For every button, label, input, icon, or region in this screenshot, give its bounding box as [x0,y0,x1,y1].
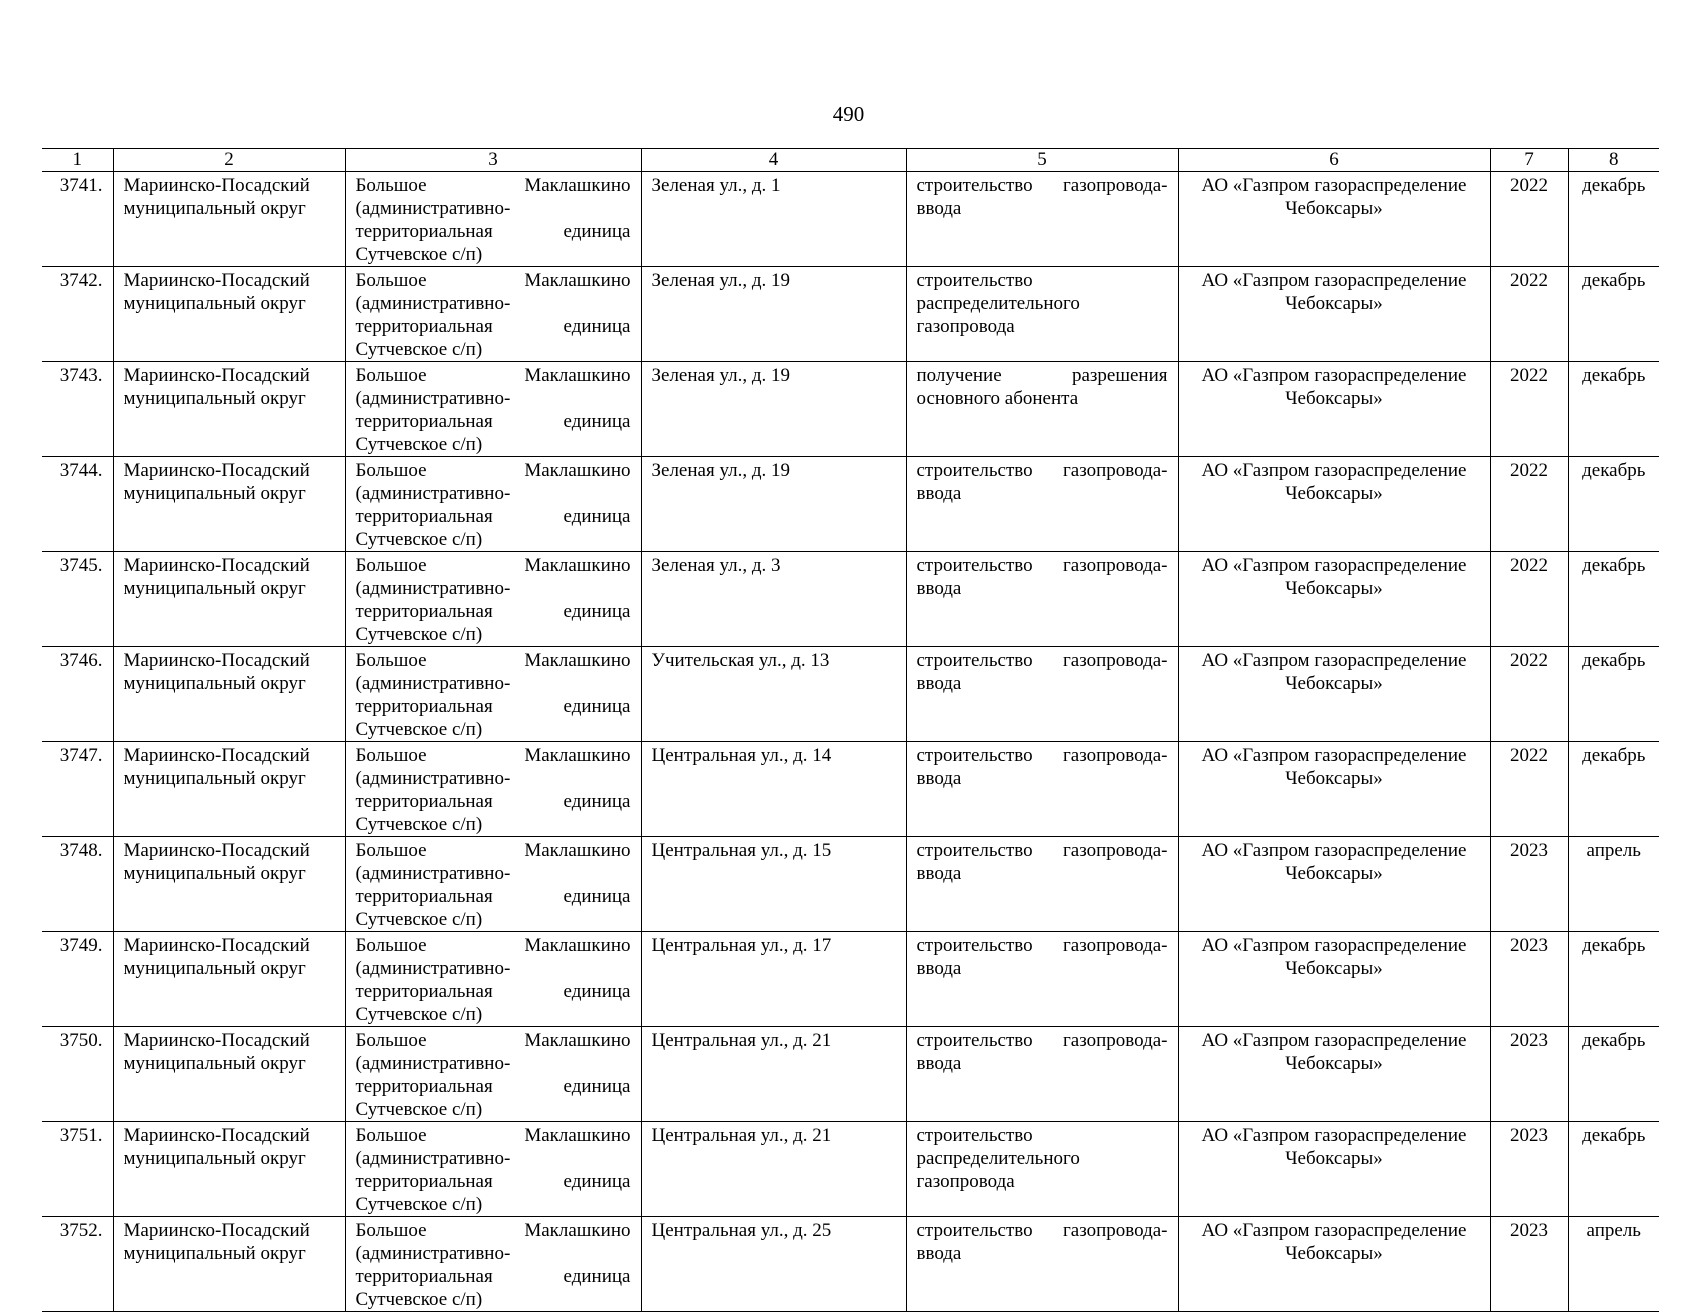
year-cell: 2023 [1490,1027,1568,1122]
table-row [42,1122,1659,1217]
table-row [42,172,1659,267]
month-cell: апрель [1568,837,1659,932]
district-cell: Мариинско-Посадский муниципальный округ [113,362,345,457]
table-row [42,1217,1659,1312]
row-number-cell: 3743. [42,362,113,457]
address-cell: Центральная ул., д. 25 [641,1217,906,1312]
column-header: 7 [1490,149,1568,172]
month-cell: декабрь [1568,647,1659,742]
organization-cell: АО «Газпром газораспределение Чебоксары» [1178,1217,1490,1312]
year-cell: 2022 [1490,742,1568,837]
column-header: 5 [906,149,1178,172]
address-cell: Центральная ул., д. 21 [641,1027,906,1122]
column-header: 4 [641,149,906,172]
row-number-cell: 3752. [42,1217,113,1312]
organization-cell: АО «Газпром газораспределение Чебоксары» [1178,1122,1490,1217]
settlement-cell: Большое Маклашкино (административно-территориальная единица Сутчевское с/п) [345,932,641,1027]
table-row [42,457,1659,552]
work-type-cell: получение разрешения основного абонента [906,362,1178,457]
settlement-cell: Большое Маклашкино (административно-территориальная единица Сутчевское с/п) [345,552,641,647]
row-number-cell: 3742. [42,267,113,362]
column-number-row [42,149,1659,172]
year-cell: 2022 [1490,267,1568,362]
column-header: 2 [113,149,345,172]
month-cell: декабрь [1568,742,1659,837]
year-cell: 2022 [1490,647,1568,742]
settlement-cell: Большое Маклашкино (административно-территориальная единица Сутчевское с/п) [345,457,641,552]
settlement-cell: Большое Маклашкино (административно-территориальная единица Сутчевское с/п) [345,1217,641,1312]
address-cell: Центральная ул., д. 17 [641,932,906,1027]
month-cell: декабрь [1568,457,1659,552]
table-row [42,647,1659,742]
row-number-cell: 3750. [42,1027,113,1122]
address-cell: Зеленая ул., д. 19 [641,457,906,552]
work-type-cell: строительство газопровода-ввода [906,172,1178,267]
district-cell: Мариинско-Посадский муниципальный округ [113,837,345,932]
month-cell: апрель [1568,1217,1659,1312]
work-type-cell: строительство распределительного газопровода [906,1122,1178,1217]
year-cell: 2022 [1490,457,1568,552]
year-cell: 2022 [1490,552,1568,647]
table-row [42,932,1659,1027]
work-type-cell: строительство газопровода-ввода [906,932,1178,1027]
district-cell: Мариинско-Посадский муниципальный округ [113,647,345,742]
work-type-cell: строительство распределительного газопровода [906,267,1178,362]
month-cell: декабрь [1568,172,1659,267]
settlement-cell: Большое Маклашкино (административно-территориальная единица Сутчевское с/п) [345,647,641,742]
year-cell: 2023 [1490,1217,1568,1312]
work-type-cell: строительство газопровода-ввода [906,552,1178,647]
address-cell: Зеленая ул., д. 3 [641,552,906,647]
row-number-cell: 3744. [42,457,113,552]
year-cell: 2023 [1490,1122,1568,1217]
organization-cell: АО «Газпром газораспределение Чебоксары» [1178,837,1490,932]
column-header: 3 [345,149,641,172]
month-cell: декабрь [1568,1027,1659,1122]
table-row [42,1027,1659,1122]
organization-cell: АО «Газпром газораспределение Чебоксары» [1178,362,1490,457]
district-cell: Мариинско-Посадский муниципальный округ [113,932,345,1027]
table-row [42,552,1659,647]
address-cell: Зеленая ул., д. 1 [641,172,906,267]
address-cell: Центральная ул., д. 15 [641,837,906,932]
address-cell: Зеленая ул., д. 19 [641,267,906,362]
row-number-cell: 3741. [42,172,113,267]
district-cell: Мариинско-Посадский муниципальный округ [113,172,345,267]
row-number-cell: 3745. [42,552,113,647]
settlement-cell: Большое Маклашкино (административно-территориальная единица Сутчевское с/п) [345,742,641,837]
year-cell: 2022 [1490,362,1568,457]
row-number-cell: 3751. [42,1122,113,1217]
organization-cell: АО «Газпром газораспределение Чебоксары» [1178,1027,1490,1122]
settlement-cell: Большое Маклашкино (административно-территориальная единица Сутчевское с/п) [345,1027,641,1122]
organization-cell: АО «Газпром газораспределение Чебоксары» [1178,172,1490,267]
district-cell: Мариинско-Посадский муниципальный округ [113,267,345,362]
organization-cell: АО «Газпром газораспределение Чебоксары» [1178,932,1490,1027]
organization-cell: АО «Газпром газораспределение Чебоксары» [1178,267,1490,362]
row-number-cell: 3748. [42,837,113,932]
settlement-cell: Большое Маклашкино (административно-территориальная единица Сутчевское с/п) [345,267,641,362]
work-type-cell: строительство газопровода-ввода [906,457,1178,552]
address-cell: Центральная ул., д. 14 [641,742,906,837]
month-cell: декабрь [1568,932,1659,1027]
table-row [42,267,1659,362]
month-cell: декабрь [1568,362,1659,457]
district-cell: Мариинско-Посадский муниципальный округ [113,1217,345,1312]
year-cell: 2023 [1490,932,1568,1027]
row-number-cell: 3749. [42,932,113,1027]
row-number-cell: 3747. [42,742,113,837]
column-header: 6 [1178,149,1490,172]
year-cell: 2022 [1490,172,1568,267]
address-cell: Учительская ул., д. 13 [641,647,906,742]
work-type-cell: строительство газопровода-ввода [906,742,1178,837]
organization-cell: АО «Газпром газораспределение Чебоксары» [1178,742,1490,837]
work-type-cell: строительство газопровода-ввода [906,1217,1178,1312]
work-type-cell: строительство газопровода-ввода [906,647,1178,742]
organization-cell: АО «Газпром газораспределение Чебоксары» [1178,457,1490,552]
month-cell: декабрь [1568,1122,1659,1217]
settlement-cell: Большое Маклашкино (административно-территориальная единица Сутчевское с/п) [345,362,641,457]
district-cell: Мариинско-Посадский муниципальный округ [113,457,345,552]
work-type-cell: строительство газопровода-ввода [906,837,1178,932]
table-row [42,837,1659,932]
table-row [42,742,1659,837]
row-number-cell: 3746. [42,647,113,742]
address-cell: Центральная ул., д. 21 [641,1122,906,1217]
settlement-cell: Большое Маклашкино (административно-территориальная единица Сутчевское с/п) [345,837,641,932]
settlement-cell: Большое Маклашкино (административно-территориальная единица Сутчевское с/п) [345,1122,641,1217]
organization-cell: АО «Газпром газораспределение Чебоксары» [1178,552,1490,647]
work-type-cell: строительство газопровода-ввода [906,1027,1178,1122]
address-cell: Зеленая ул., д. 19 [641,362,906,457]
month-cell: декабрь [1568,552,1659,647]
settlement-cell: Большое Маклашкино (административно-территориальная единица Сутчевское с/п) [345,172,641,267]
district-cell: Мариинско-Посадский муниципальный округ [113,1122,345,1217]
month-cell: декабрь [1568,267,1659,362]
column-header: 8 [1568,149,1659,172]
column-header: 1 [42,149,113,172]
page-number: 490 [832,102,865,126]
year-cell: 2023 [1490,837,1568,932]
district-cell: Мариинско-Посадский муниципальный округ [113,1027,345,1122]
district-cell: Мариинско-Посадский муниципальный округ [113,552,345,647]
district-cell: Мариинско-Посадский муниципальный округ [113,742,345,837]
gasification-schedule-table [42,148,1659,1312]
table-row [42,362,1659,457]
organization-cell: АО «Газпром газораспределение Чебоксары» [1178,647,1490,742]
